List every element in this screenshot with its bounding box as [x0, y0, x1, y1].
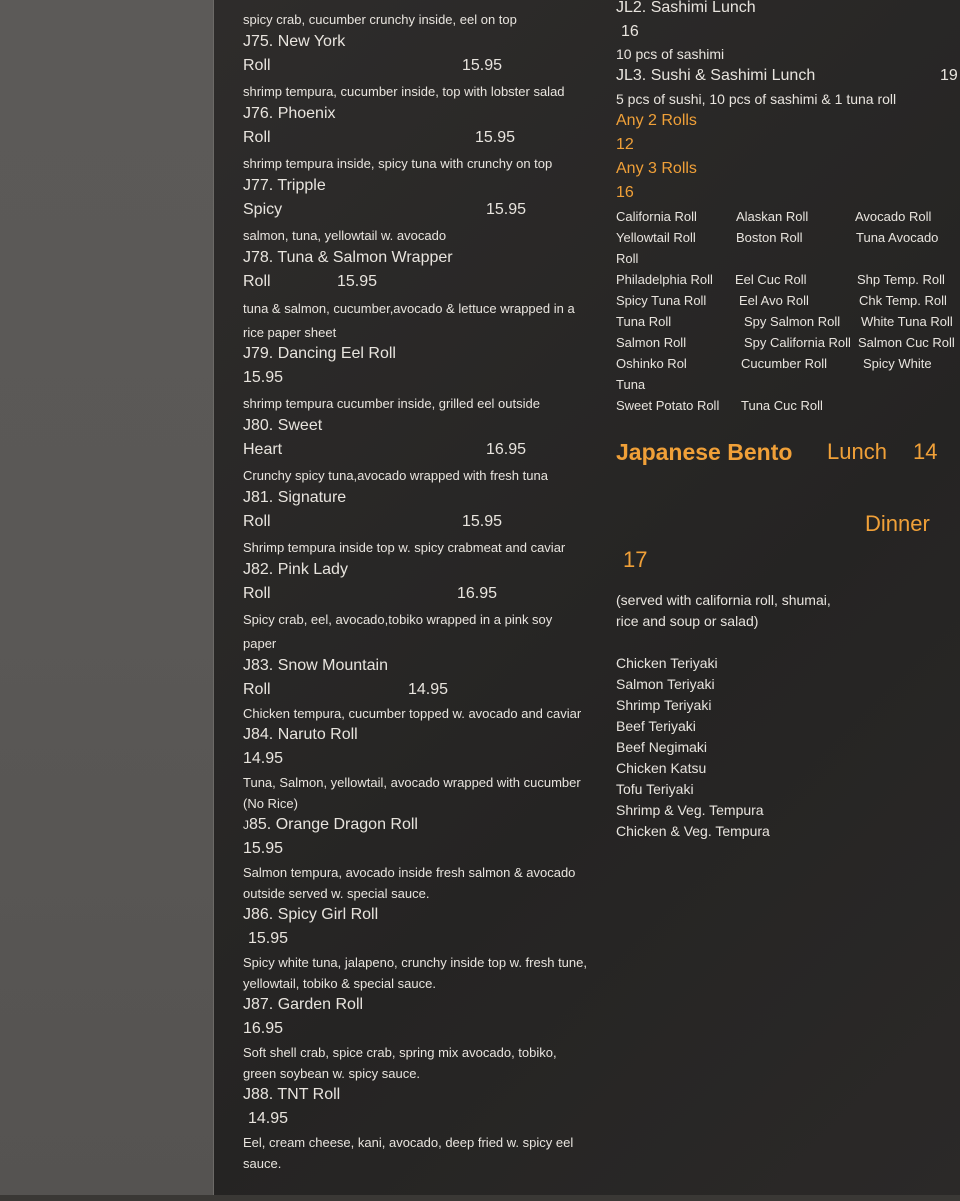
bento-dinner-label: Dinner [865, 511, 930, 536]
roll-option: Spy California Roll [744, 335, 851, 350]
item-price: 15.95 [462, 57, 503, 74]
roll-option: Salmon Roll [616, 335, 687, 350]
item-description: Eel, cream cheese, kani, avocado, deep fried w. spicy eel sauce. [243, 1135, 574, 1171]
roll-option: Tuna Cuc Roll [741, 398, 823, 413]
roll-row [616, 227, 960, 248]
item-price: 15.95 [243, 840, 284, 857]
item-price: 15.95 [486, 201, 527, 218]
item-price: 15.95 [337, 273, 378, 290]
bento-note: (served with california roll, shumai, [616, 592, 831, 608]
item-name: J78. Tuna & Salmon Wrapper [243, 249, 453, 266]
roll-option: Eel Avo Roll [739, 293, 809, 308]
item-name: J81. Signature [243, 489, 347, 506]
roll-option: Cucumber Roll [741, 356, 827, 371]
bento-item: Tofu Teriyaki [616, 781, 694, 797]
item-name: J87. Garden Roll [243, 996, 364, 1013]
item-price: 16.95 [243, 1020, 284, 1037]
bento-item: Beef Negimaki [616, 739, 708, 755]
jl2-price: 16 [621, 23, 639, 40]
bento-title: Japanese Bento [616, 439, 793, 465]
item-price: 15.95 [248, 930, 289, 947]
item-name: J88. TNT Roll [243, 1086, 341, 1103]
roll-option: Eel Cuc Roll [735, 272, 807, 287]
bento-lunch-price: 14 [913, 439, 938, 464]
jl2-description: 10 pcs of sashimi [616, 46, 725, 62]
item-description: Spicy crab, eel, avocado,tobiko wrapped in a pink soy paper [243, 612, 553, 651]
roll-choices-grid [616, 206, 960, 416]
jl3-price: 19 [940, 67, 958, 84]
roll-option: White Tuna Roll [861, 314, 953, 329]
roll-row [616, 332, 960, 353]
roll-option: Yellowtail Roll [616, 230, 696, 245]
roll-option: Chk Temp. Roll [859, 293, 947, 308]
any-2-rolls-price: 12 [616, 136, 634, 153]
item-description: Shrimp tempura inside top w. spicy crabmeat and caviar [243, 540, 566, 555]
bento-lunch-label: Lunch [827, 439, 887, 464]
roll-option: Tuna [616, 377, 646, 392]
bento-items-list [616, 653, 770, 842]
item-name-cont: Roll [243, 681, 271, 698]
item-price: 15.95 [475, 129, 516, 146]
roll-row [616, 395, 960, 416]
roll-option: Tuna Roll [616, 314, 672, 329]
item-price: 16.95 [486, 441, 527, 458]
item-name: J84. Naruto Roll [243, 726, 358, 743]
item-price: 14.95 [243, 750, 284, 767]
item-description: spicy crab, cucumber crunchy inside, eel on top [243, 12, 517, 27]
item-description: tuna & salmon, cucumber,avocado & lettuce wrapped in a rice paper sheet [243, 301, 575, 340]
bento-item: Salmon Teriyaki [616, 676, 715, 692]
roll-row [616, 353, 960, 374]
bento-item: Shrimp Teriyaki [616, 697, 712, 713]
roll-option: Philadelphia Roll [616, 272, 713, 287]
item-name: 85. Orange Dragon Roll [249, 816, 418, 833]
bento-item: Beef Teriyaki [616, 718, 696, 734]
roll-row [616, 269, 960, 290]
item-name-cont: Heart [243, 441, 283, 458]
bento-item: Chicken Teriyaki [616, 655, 718, 671]
item-name: J86. Spicy Girl Roll [243, 906, 379, 923]
item-description: shrimp tempura cucumber inside, grilled eel outside [243, 396, 540, 411]
item-name: J79. Dancing Eel Roll [243, 345, 396, 362]
item-price: 15.95 [462, 513, 503, 530]
any-3-rolls-price: 16 [616, 184, 634, 201]
item-name: J82. Pink Lady [243, 561, 348, 578]
roll-option: Boston Roll [736, 230, 803, 245]
any-3-rolls-label: Any 3 Rolls [616, 160, 697, 177]
roll-option: California Roll [616, 209, 697, 224]
left-sidebar [0, 0, 214, 1195]
bento-item: Chicken Katsu [616, 760, 707, 776]
item-name-cont: Roll [243, 273, 271, 290]
item-price: 16.95 [457, 585, 498, 602]
roll-option: Sweet Potato Roll [616, 398, 720, 413]
item-name: J76. Phoenix [243, 105, 336, 122]
item-description: Chicken tempura, cucumber topped w. avocado and caviar [243, 706, 582, 721]
bento-item: Chicken & Veg. Tempura [616, 823, 770, 839]
item-description: shrimp tempura, cucumber inside, top with lobster salad [243, 84, 565, 99]
item-price: 15.95 [243, 369, 284, 386]
item-name-cont: Roll [243, 513, 271, 530]
roll-option: Shp Temp. Roll [857, 272, 945, 287]
item-name-cont: Roll [243, 129, 271, 146]
bento-dinner-price: 17 [623, 547, 648, 572]
item-description: Soft shell crab, spice crab, spring mix avocado, tobiko, green soybean w. spicy sauce. [243, 1045, 557, 1081]
roll-option: Avocado Roll [855, 209, 932, 224]
any-2-rolls-label: Any 2 Rolls [616, 112, 697, 129]
item-price: 14.95 [408, 681, 449, 698]
item-description: shrimp tempura inside, spicy tuna with crunchy on top [243, 156, 553, 171]
item-description: Salmon tempura, avocado inside fresh salmon & avocado outside served w. special sauce. [243, 865, 576, 901]
roll-option: Salmon Cuc Roll [858, 335, 955, 350]
item-name-prefix: J [243, 818, 249, 832]
jl2-name: JL2. Sashimi Lunch [616, 0, 756, 16]
item-name: J80. Sweet [243, 417, 323, 434]
roll-option: Spicy Tuna Roll [616, 293, 707, 308]
item-description: Crunchy spicy tuna,avocado wrapped with fresh tuna [243, 468, 548, 483]
jl3-description: 5 pcs of sushi, 10 pcs of sashimi & 1 tuna roll [616, 91, 897, 107]
item-name: J83. Snow Mountain [243, 657, 388, 674]
bottom-bar [0, 1195, 960, 1201]
roll-option: Spicy White [863, 356, 932, 371]
roll-row [616, 311, 960, 332]
item-price: 14.95 [248, 1110, 289, 1127]
bento-note-cont: rice and soup or salad) [616, 613, 759, 629]
roll-option: Tuna Avocado [856, 230, 939, 245]
roll-option: Spy Salmon Roll [744, 314, 841, 329]
item-name: J77. Tripple [243, 177, 326, 194]
jl3-name: JL3. Sushi & Sashimi Lunch [616, 67, 816, 84]
item-description: Tuna, Salmon, yellowtail, avocado wrapped with cucumber (No Rice) [243, 775, 581, 811]
item-name-cont: Roll [243, 57, 271, 74]
item-description: Spicy white tuna, jalapeno, crunchy inside top w. fresh tune, yellowtail, tobiko & special sauce. [243, 955, 587, 991]
roll-row [616, 248, 960, 269]
roll-row [616, 290, 960, 311]
roll-row [616, 374, 960, 395]
item-name: J75. New York [243, 33, 346, 50]
item-name-cont: Spicy [243, 201, 283, 218]
bento-item: Shrimp & Veg. Tempura [616, 802, 764, 818]
roll-option: Roll [616, 251, 639, 266]
roll-option: Alaskan Roll [736, 209, 809, 224]
roll-row [616, 206, 960, 227]
item-name-row [243, 813, 418, 837]
roll-option: Oshinko Rol [616, 356, 687, 371]
item-description: salmon, tuna, yellowtail w. avocado [243, 228, 447, 243]
item-name-cont: Roll [243, 585, 271, 602]
